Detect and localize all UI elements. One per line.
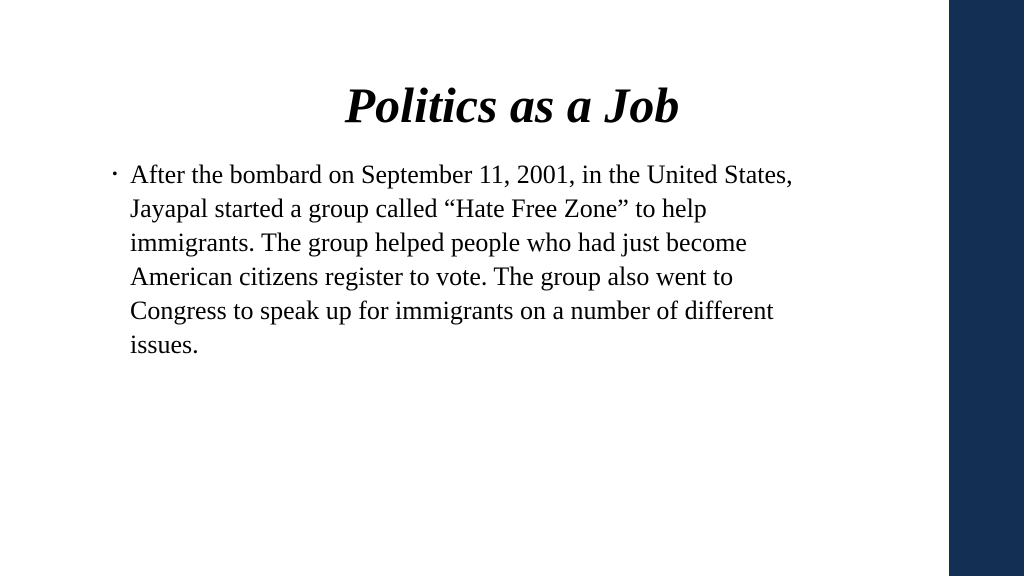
bullet-item [112, 158, 832, 362]
bullet-text: After the bombard on September 11, 2001, in the United States, Jayapal started a group called “Hate Free Zone” to help immigrants. The group helped people who had just become American citizens register to vote. The group also went to Congress to speak up for immigrants on a number of different issues. [130, 160, 793, 359]
bullet-list [112, 158, 832, 362]
bullet-marker: • [112, 166, 118, 183]
slide-title: Politics as a Job [344, 77, 680, 133]
